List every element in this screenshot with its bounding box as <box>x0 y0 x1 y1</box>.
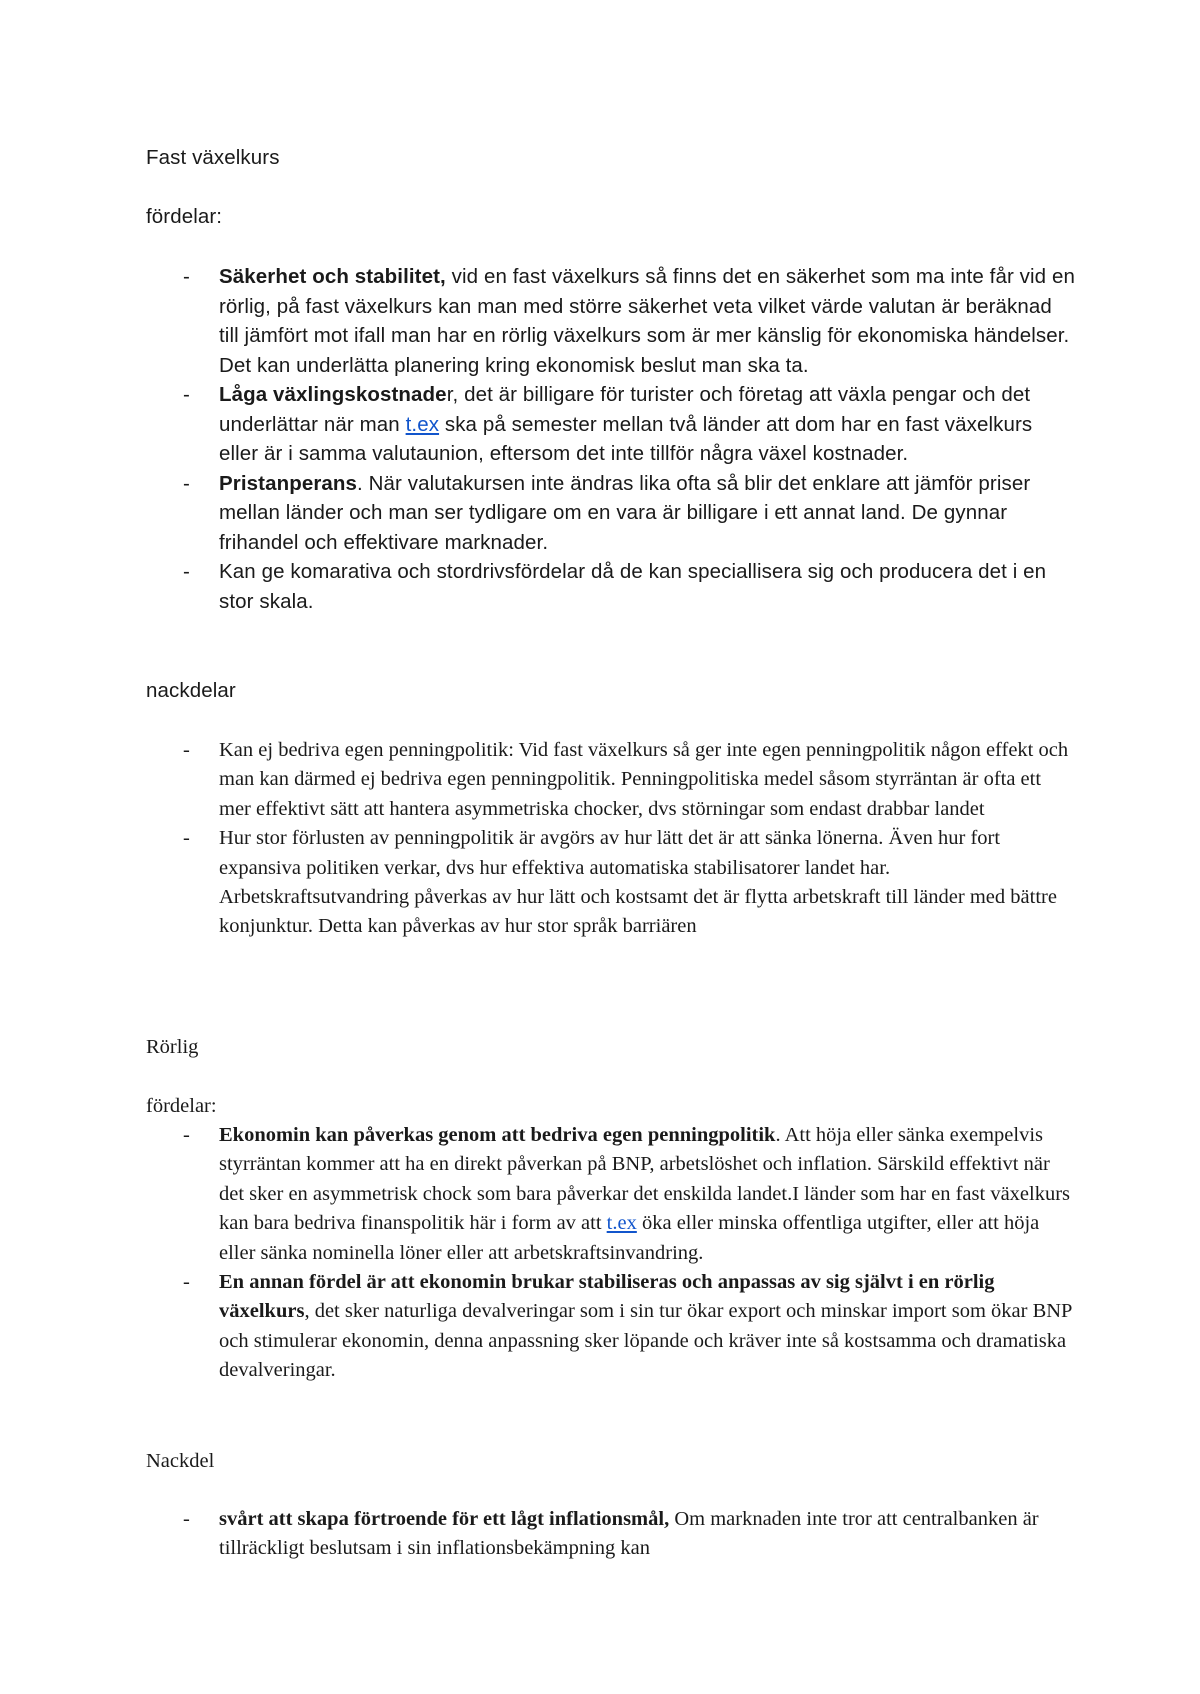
advantages-list-rorlig <box>146 1121 1076 1386</box>
item-text: ska på semester mellan två länder att dom har en fast växelkurs eller är i samma valutaunion, eftersom det inte tillför några växel kostnader. <box>219 412 1033 465</box>
list-item <box>146 1121 1076 1268</box>
list-item <box>146 557 1076 616</box>
item-text: . Att höja eller sänka exempelvis styrräntan kommer att ha en direkt påverkan på BNP, arbetslöshet och inflation. Särskild effektivt när det sker en asymmetrisk chock som bara påverkar det enskilda landet.I länder som har en fast växelkurs kan bara bedriva finanspolitik här i form av att <box>219 1124 1071 1235</box>
section-title-rorlig: Rörlig <box>146 1036 199 1058</box>
item-bold: En annan fördel är att ekonomin brukar stabiliseras och anpassas av sig självt i en rörlig växelkurs <box>219 1271 995 1323</box>
list-item <box>146 1505 1076 1564</box>
item-text: öka eller minska offentliga utgifter, eller att höja eller sänka nominella löner eller att arbetskraftsinvandring. <box>219 1212 1040 1264</box>
list-item <box>146 262 1076 380</box>
item-text: , det sker naturliga devalveringar som i sin tur ökar export och minskar import som ökar BNP och stimulerar ekonomin, denna anpassning sker löpande och kräver inte så kostsamma och dramatiska devalveringar. <box>219 1300 1072 1382</box>
disadvantages-label-fast: nackdelar <box>146 679 236 702</box>
advantages-label-rorlig: fördelar: <box>146 1095 217 1117</box>
item-text: Hur stor förlusten av penningpolitik är avgörs av hur lätt det är att sänka lönerna. Även hur fort expansiva politiken verkar, dvs hur effektiva automatiska stabilisatorer landet har. Arbetskraftsutvandring påverkas av hur lätt och kostsamt det är flytta arbetskraft till länder med bättre konjunktur. Detta kan påverkas av hur stor språk barriären <box>219 827 1057 938</box>
list-item <box>146 380 1076 469</box>
disadvantages-list-fast <box>146 736 1076 942</box>
list-item <box>146 469 1076 558</box>
tex-link[interactable]: t.ex <box>405 412 440 436</box>
item-text: r, det är billigare för turister och företag att växla pengar och det underlättar när man <box>219 383 1031 436</box>
list-item <box>146 824 1076 942</box>
item-bold: Pristanperans <box>219 471 358 495</box>
item-bold: Låga växlingskostnade <box>219 383 447 406</box>
item-text: Kan ej bedriva egen penningpolitik: Vid fast växelkurs så ger inte egen penningpolitik någon effekt och man kan därmed ej bedriva egen penningpolitik. Penningpolitiska medel såsom styrräntan är ofta ett mer effektivt sätt att hantera asymmetriska chocker, dvs störningar som endast drabbar landet <box>219 739 1069 820</box>
advantages-list-fast <box>146 262 1076 616</box>
item-bold: Ekonomin kan påverkas genom att bedriva egen penningpolitik <box>219 1124 776 1146</box>
list-item <box>146 736 1076 824</box>
item-bold: svårt att skapa förtroende för ett lågt inflationsmål, <box>219 1508 670 1530</box>
item-text: Kan ge komarativa och stordrivsfördelar då de kan speciallisera sig och producera det i en stor skala. <box>219 560 1047 613</box>
item-text: Om marknaden inte tror att centralbanken är tillräckligt beslutsam i sin inflationsbekämpning kan <box>219 1508 1039 1560</box>
section-title-fast: Fast växelkurs <box>146 146 280 169</box>
tex-link[interactable]: t.ex <box>606 1212 637 1235</box>
item-text: vid en fast växelkurs så finns det en säkerhet som ma inte får vid en rörlig, på fast växelkurs kan man med större säkerhet veta vilket värde valutan är beräknad till jämfört mot ifall man har en rörlig växelkurs som är mer känslig för ekonomiska händelser. Det kan underlätta planering kring ekonomisk beslut man ska ta. <box>219 265 1075 377</box>
disadvantages-list-rorlig <box>146 1505 1076 1564</box>
list-item <box>146 1268 1076 1386</box>
advantages-label-fast: fördelar: <box>146 205 223 228</box>
item-bold: Säkerhet och stabilitet, <box>219 265 446 288</box>
disadvantages-label-rorlig: Nackdel <box>146 1450 215 1472</box>
item-text: . När valutakursen inte ändras lika ofta så blir det enklare att jämför priser mellan länder och man ser tydligare om en vara är billigare i ett annat land. De gynnar frihandel och effektivare marknader. <box>219 471 1031 554</box>
